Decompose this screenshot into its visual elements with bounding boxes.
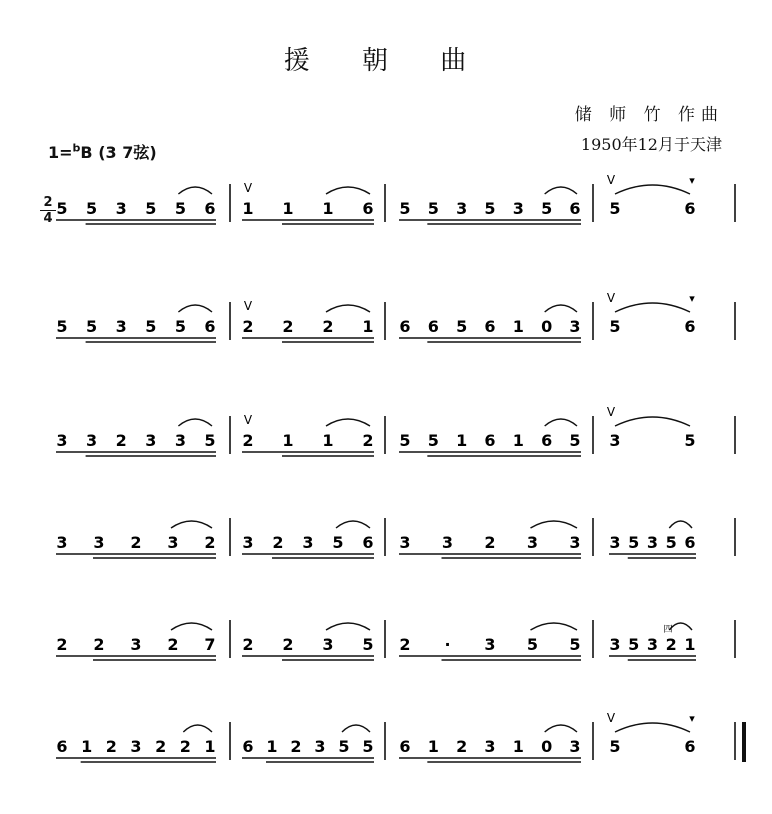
note-digit: 2	[56, 635, 68, 654]
note-digit: 6	[684, 737, 696, 756]
note-digit: 2	[484, 533, 496, 552]
note-digit: 3	[130, 737, 142, 756]
note-digit: 3	[569, 737, 581, 756]
note-digit: 3	[93, 533, 105, 552]
bow-mark: V	[606, 291, 616, 305]
note-digit: 5	[174, 317, 186, 336]
time-signature-top: 2	[43, 195, 53, 210]
slur-arc	[531, 521, 578, 528]
slur-arc	[545, 419, 577, 426]
note-digit: 2	[272, 533, 284, 552]
note-digit: 3	[145, 431, 157, 450]
note-digit: 6	[484, 317, 496, 336]
note-digit: 5	[609, 199, 621, 218]
breath-mark: ▾	[689, 174, 695, 187]
note-digit: 3	[242, 533, 254, 552]
note-digit: 3	[174, 431, 186, 450]
note-digit: 5	[332, 533, 344, 552]
note-digit: 0	[541, 737, 553, 756]
note-digit: 1	[684, 635, 696, 654]
note-digit: 5	[145, 317, 157, 336]
note-digit: 5	[609, 317, 621, 336]
note-digit: 1	[282, 199, 294, 218]
note-digit: 2	[130, 533, 142, 552]
note-digit: 3	[302, 533, 314, 552]
note-digit: 2	[155, 737, 167, 756]
slur-arc	[326, 305, 370, 312]
note-digit: 6	[541, 431, 553, 450]
note-digit: 6	[484, 431, 496, 450]
bow-mark: V	[606, 711, 616, 725]
note-digit: 6	[684, 199, 696, 218]
note-digit: 2	[204, 533, 216, 552]
note-digit: 3	[115, 317, 127, 336]
note-digit: 5	[541, 199, 553, 218]
note-digit: 6	[684, 533, 696, 552]
note-digit: 3	[646, 533, 659, 552]
bow-mark: V	[606, 173, 616, 187]
note-digit: 2	[242, 431, 254, 450]
note-digit: 5	[456, 317, 468, 336]
note-digit: 1	[512, 317, 524, 336]
note-digit: 3	[484, 737, 496, 756]
note-digit: 2	[322, 317, 334, 336]
note-digit: 3	[115, 199, 127, 218]
note-digit: 3	[86, 431, 98, 450]
string-tuning: (3 7弦)	[98, 143, 157, 162]
note-digit: 5	[56, 317, 68, 336]
slur-arc	[615, 417, 690, 426]
note-digit: 1	[362, 317, 374, 336]
note-digit: 5	[399, 431, 411, 450]
note-digit: 1	[512, 431, 524, 450]
note-digit: 5	[484, 199, 496, 218]
slur-arc	[326, 623, 370, 630]
slur-arc	[183, 725, 212, 732]
time-signature-bottom: 4	[43, 211, 53, 226]
slur-arc	[615, 185, 690, 194]
note-digit: 3	[56, 431, 68, 450]
note-digit: 5	[665, 533, 677, 552]
slur-arc	[342, 725, 370, 732]
note-digit: 6	[204, 199, 216, 218]
note-digit: 5	[86, 199, 98, 218]
slur-arc	[669, 623, 692, 630]
note-digit: 7	[204, 635, 216, 654]
note-digit: 5	[684, 431, 696, 450]
slur-arc	[178, 305, 212, 312]
note-digit: 6	[684, 317, 696, 336]
note-digit: 2	[242, 635, 254, 654]
slur-arc	[171, 521, 212, 528]
slur-arc	[531, 623, 578, 630]
note-digit: 2	[665, 635, 677, 654]
note-digit: 1	[322, 431, 334, 450]
note-digit: 1	[456, 431, 468, 450]
slur-arc	[669, 521, 692, 528]
slur-arc	[326, 187, 370, 194]
bow-mark: V	[243, 413, 253, 427]
date-place: 1950年12月于天津	[580, 135, 722, 154]
position-mark: 四	[663, 625, 673, 635]
note-digit: 5	[86, 317, 98, 336]
slur-arc	[178, 419, 212, 426]
note-digit: 1	[81, 737, 93, 756]
note-digit: 6	[56, 737, 68, 756]
note-digit: 5	[399, 199, 411, 218]
note-digit: 2	[456, 737, 468, 756]
note-digit: 5	[569, 635, 581, 654]
note-digit: 2	[242, 317, 254, 336]
note-digit: 1	[266, 737, 278, 756]
note-digit: 5	[628, 635, 640, 654]
note-digit: 1	[427, 737, 439, 756]
note-digit: 3	[399, 533, 411, 552]
note-digit: 3	[484, 635, 496, 654]
note-digit: 2	[167, 635, 179, 654]
note-digit: 6	[204, 317, 216, 336]
note-digit: 5	[569, 431, 581, 450]
note-digit: 2	[282, 635, 294, 654]
note-digit: 3	[609, 431, 621, 450]
note-digit: 3	[56, 533, 68, 552]
note-digit: 5	[56, 199, 68, 218]
breath-mark: ▾	[689, 712, 695, 725]
bow-mark: V	[243, 299, 253, 313]
note-digit: 1	[204, 737, 216, 756]
note-digit: 6	[362, 199, 374, 218]
note-digit: 6	[399, 317, 411, 336]
note-digit: 3	[569, 533, 581, 552]
page-title: 援 朝 曲	[283, 46, 489, 76]
note-digit: 3	[456, 199, 468, 218]
note-digit: 2	[290, 737, 302, 756]
composer-credit: 储 师 竹 作曲	[574, 105, 724, 125]
note-digit: 1	[322, 199, 334, 218]
note-digit: 1	[512, 737, 524, 756]
note-digit: 5	[427, 199, 439, 218]
slur-arc	[171, 623, 212, 630]
note-digit: 3	[130, 635, 142, 654]
note-digit: 5	[362, 635, 374, 654]
note-digit: 5	[427, 431, 439, 450]
slur-arc	[545, 725, 577, 732]
note-digit: 6	[399, 737, 411, 756]
note-digit: 2	[93, 635, 105, 654]
key-letter: B	[80, 143, 93, 162]
note-digit: 5	[362, 737, 374, 756]
note-digit: 2	[362, 431, 374, 450]
note-digit: 3	[512, 199, 524, 218]
slur-arc	[545, 305, 577, 312]
bow-mark: V	[243, 181, 253, 195]
slur-arc	[336, 521, 370, 528]
note-digit: 3	[322, 635, 334, 654]
note-digit: 3	[646, 635, 659, 654]
slur-arc	[615, 303, 690, 312]
note-digit: 3	[569, 317, 581, 336]
note-digit: 5	[145, 199, 157, 218]
note-digit: 1	[282, 431, 294, 450]
slur-arc	[178, 187, 212, 194]
note-digit: 1	[242, 199, 254, 218]
note-digit: 5	[526, 635, 539, 654]
note-digit: 6	[569, 199, 581, 218]
note-digit: 3	[526, 533, 539, 552]
note-digit: 6	[242, 737, 254, 756]
note-digit: 6	[427, 317, 439, 336]
note-digit: 5	[628, 533, 640, 552]
note-digit: 0	[541, 317, 553, 336]
slur-arc	[615, 723, 690, 732]
note-digit: 6	[362, 533, 374, 552]
slur-arc	[326, 419, 370, 426]
note-digit: 5	[174, 199, 186, 218]
note-digit: 5	[338, 737, 350, 756]
note-digit: 3	[609, 635, 621, 654]
breath-mark: ▾	[689, 292, 695, 305]
note-digit: ·	[444, 635, 451, 654]
note-digit: 5	[204, 431, 216, 450]
note-digit: 2	[282, 317, 294, 336]
note-digit: 3	[167, 533, 179, 552]
note-digit: 2	[115, 431, 127, 450]
note-digit: 2	[399, 635, 411, 654]
slur-arc	[545, 187, 577, 194]
note-digit: 5	[609, 737, 621, 756]
note-digit: 3	[441, 533, 454, 552]
note-digit: 2	[179, 737, 191, 756]
key-one: 1=	[48, 143, 73, 162]
note-digit: 2	[105, 737, 117, 756]
note-digit: 3	[314, 737, 326, 756]
bow-mark: V	[606, 405, 616, 419]
note-digit: 3	[609, 533, 621, 552]
flat-sign: b	[72, 141, 81, 155]
